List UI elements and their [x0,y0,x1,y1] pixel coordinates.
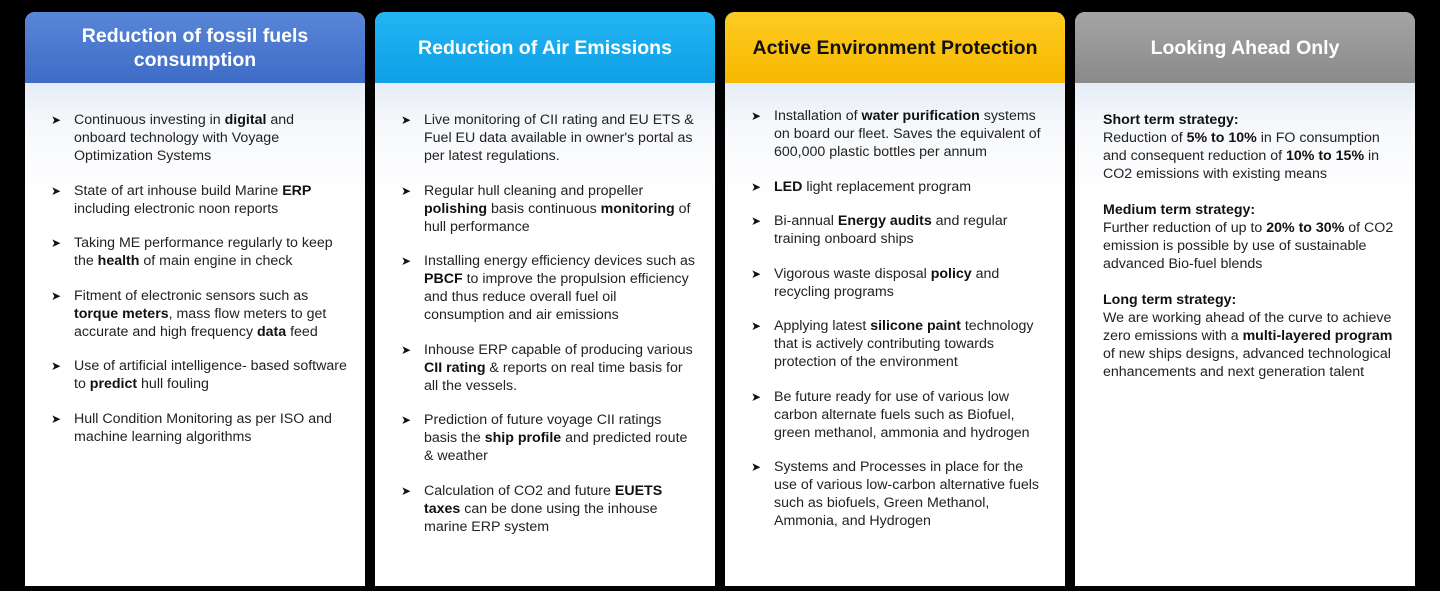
text: Prediction of future voyage CII ratings basis the [424,412,662,446]
bullet-item [51,234,347,270]
text: of CO2 emission is possible by use of sustainable advanced Bio-fuel blends [1103,220,1394,272]
text: State of art inhouse build Marine [74,182,283,199]
text: and predicted route & weather [424,430,688,464]
bullet-list [51,111,347,446]
bullet-item [401,341,697,395]
bullet-item [751,212,1047,248]
bullet-item [401,411,697,465]
bold-text: multi-layered program [1242,328,1393,344]
text: Inhouse ERP capable of producing various [424,341,693,358]
strategy-list [1103,111,1395,381]
column-body [375,83,715,586]
arrow-bullet-icon: ➤ [51,288,62,303]
column-environment-protection [725,12,1065,586]
bullet-item [401,111,697,165]
arrow-bullet-icon: ➤ [51,411,62,426]
bold-text: polishing [424,200,488,217]
text: Use of artificial intelligence- based software to [74,358,347,392]
bold-text: water purification [861,108,980,124]
bullet-item [51,111,347,165]
bullet-item [751,317,1047,371]
arrow-bullet-icon: ➤ [51,113,62,127]
text: Hull Condition Monitoring as per ISO and machine learning algorithms [74,410,332,445]
bullet-item [51,410,347,446]
text: We are working ahead of the curve to achieve zero emissions with a [1103,310,1392,344]
arrow-bullet-icon: ➤ [401,483,412,498]
column-header: Reduction of Air Emissions [375,12,715,83]
bold-text: 10% to 15% [1286,148,1365,164]
text: systems on board our fleet. Saves the equivalent of 600,000 plastic bottles per annum [774,108,1041,160]
bold-text: CII rating [424,359,486,376]
bullet-list [751,107,1047,530]
arrow-bullet-icon: ➤ [401,342,412,357]
bullet-item [751,458,1047,530]
arrow-bullet-icon: ➤ [751,319,762,333]
bullet-item [401,482,697,536]
bullet-item [51,287,347,341]
bold-text: EUETS taxes [424,482,663,517]
bullet-item [51,182,347,218]
text: light replacement program [802,178,972,195]
bold-text: PBCF [424,271,463,287]
text: Installation of [774,108,862,124]
text: of main engine in check [139,253,293,269]
bold-text: silicone paint [870,318,961,334]
strategy-title: Long term strategy: [1103,292,1237,308]
bullet-item [751,178,1047,196]
text: and onboard technology with Voyage Optimization Systems [74,112,295,164]
bold-text: predict [89,376,138,392]
text: can be done using the inhouse marine ERP system [424,500,658,535]
text: Applying latest [774,318,871,334]
arrow-bullet-icon: ➤ [751,179,762,194]
column-body [25,83,365,586]
strategy-text [1103,129,1395,183]
arrow-bullet-icon: ➤ [751,266,762,281]
strategy-block [1103,291,1395,381]
arrow-bullet-icon: ➤ [751,460,762,474]
arrow-bullet-icon: ➤ [401,183,412,198]
bullet-item [401,252,697,324]
text: Installing energy efficiency devices such as [424,253,696,269]
bold-text: LED [774,178,803,195]
bullet-list [401,111,697,536]
text: Continuous investing in [74,112,225,128]
bold-text: 5% to 10% [1186,130,1257,146]
bullet-item [751,388,1047,442]
text: basis continuous [487,200,601,217]
column-looking-ahead [1075,12,1415,586]
text: Regular hull cleaning and propeller [424,182,644,199]
text: technology that is actively contributing towards protection of the environment [774,318,1034,370]
strategy-block [1103,201,1395,273]
column-header: Active Environment Protection [725,12,1065,83]
arrow-bullet-icon: ➤ [751,389,762,404]
column-header: Reduction of fossil fuels consumption [25,12,365,83]
text: Systems and Processes in place for the use of various low-carbon alternative fuels such as biofuels, Green Methanol, Ammonia, and Hydrogen [774,459,1039,529]
text: Bi-annual [774,213,838,229]
arrow-bullet-icon: ➤ [51,236,62,250]
arrow-bullet-icon: ➤ [751,109,762,123]
bold-text: 20% to 30% [1266,220,1345,236]
bullet-item [51,357,347,393]
text: Further reduction of up to [1103,220,1267,236]
text: and regular training onboard ships [774,213,1008,247]
text: to improve the propulsion efficiency and thus reduce overall fuel oil consumption and air emissions [424,271,689,323]
text: & reports on real time basis for all the vessels. [424,359,683,394]
text: Be future ready for use of various low carbon alternate fuels such as Biofuel, green methanol, ammonia and hydrogen [774,388,1030,441]
bold-text: ERP [282,182,312,199]
text: Reduction of [1103,130,1187,146]
text: feed [286,323,318,340]
column-fossil-fuels [25,12,365,586]
column-body [725,83,1065,586]
text: of new ships designs, advanced technological enhancements and next generation talent [1103,346,1391,380]
text: Live monitoring of CII rating and EU ETS & Fuel EU data available in owner's portal as per latest regulations. [424,112,694,164]
text: Vigorous waste disposal [774,265,931,282]
text: in CO2 emissions with existing means [1103,148,1380,182]
bold-text: data [256,323,287,340]
strategy-text [1103,309,1395,381]
column-air-emissions [375,12,715,586]
bold-text: policy [930,265,972,282]
text: Taking ME performance regularly to keep the [74,235,333,269]
bold-text: torque meters [74,305,169,322]
text: hull fouling [137,376,209,392]
text: including electronic noon reports [74,200,279,217]
arrow-bullet-icon: ➤ [401,113,412,127]
bold-text: digital [224,112,267,128]
arrow-bullet-icon: ➤ [401,413,412,427]
arrow-bullet-icon: ➤ [401,254,412,268]
text: and recycling programs [774,265,1000,300]
bullet-item [751,107,1047,161]
bold-text: monitoring [600,200,675,217]
text: Calculation of CO2 and future [424,482,615,499]
strategy-title: Medium term strategy: [1103,202,1256,218]
strategy-block [1103,111,1395,183]
arrow-bullet-icon: ➤ [51,183,62,198]
bold-text: Energy audits [837,213,932,229]
text: Fitment of electronic sensors such as [74,287,309,304]
bold-text: ship profile [484,430,562,446]
text: of hull performance [424,200,691,235]
bullet-item [401,182,697,236]
strategy-text [1103,219,1395,273]
arrow-bullet-icon: ➤ [751,214,762,228]
bold-text: health [97,253,140,269]
text: , mass flow meters to get accurate and high frequency [74,305,327,340]
column-body [1075,83,1415,586]
text: in FO consumption and consequent reduction of [1103,130,1380,164]
arrow-bullet-icon: ➤ [51,359,62,373]
bullet-item [751,265,1047,301]
strategy-title: Short term strategy: [1103,112,1239,128]
column-header: Looking Ahead Only [1075,12,1415,83]
